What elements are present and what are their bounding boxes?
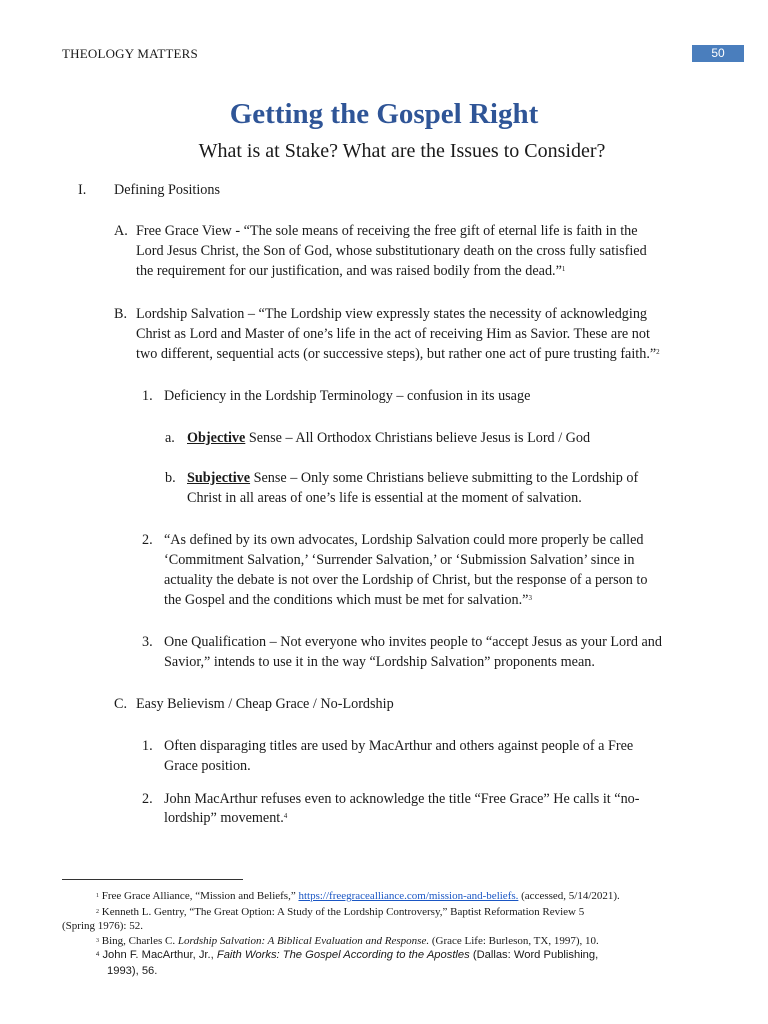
- footnote-ref: 1: [561, 265, 566, 273]
- footnote-separator: [62, 879, 243, 880]
- footnote-4-line: 1993), 56.: [107, 965, 158, 977]
- footnote-ref: 4: [283, 812, 288, 820]
- item-b2-line: the Gospel and the conditions which must be met for salvation.”$^3$: [164, 592, 532, 608]
- term-objective: Objective: [187, 430, 246, 446]
- footnote-1: $^1$ Free Grace Alliance, “Mission and Beliefs,” https://freegracealliance.com/mission-and-beliefs. (accessed, 5/14/2021).: [96, 890, 620, 902]
- item-c1-line: Grace position.: [164, 758, 251, 774]
- item-b-line: two different, sequential acts (or successive steps), but rather one act of pure trusting faith.”$^2$: [136, 346, 660, 362]
- item-b2-line: ‘Commitment Salvation,’ ‘Surrender Salvation,’ or ‘Submission Salvation’ since in: [164, 552, 635, 568]
- item-b1b-text: Subjective Sense – Only some Christians believe submitting to the Lordship of: [187, 470, 639, 486]
- item-b1a-marker: a.: [165, 430, 175, 446]
- item-b-line: Lordship Salvation – “The Lordship view expressly states the necessity of acknowledging: [136, 306, 648, 322]
- footnote-link[interactable]: https://freegracealliance.com/mission-and-beliefs.: [298, 890, 519, 902]
- item-c-marker: C.: [114, 696, 128, 712]
- term-subjective: Subjective: [187, 470, 251, 486]
- item-c1-line: Often disparaging titles are used by MacArthur and others against people of a Free: [164, 738, 634, 754]
- item-b2-line: “As defined by its own advocates, Lordship Salvation could more properly be called: [164, 532, 644, 548]
- item-b2-line: actuality the debate is not over the Lordship of Christ, but the response of a person to: [164, 572, 648, 588]
- item-a-line: Free Grace View - “The sole means of receiving the free gift of eternal life is faith in the: [136, 223, 638, 239]
- section-marker: I.: [78, 182, 87, 198]
- item-c2-line: John MacArthur refuses even to acknowledge the title “Free Grace” He calls it “no-: [164, 791, 640, 807]
- item-b-line: Christ as Lord and Master of one’s life in the act of receiving Him as Savior. These are not: [136, 326, 650, 342]
- item-b3-marker: 3.: [142, 634, 153, 650]
- footnote-2-line: (Spring 1976): 52.: [62, 920, 143, 932]
- section-heading: Defining Positions: [114, 182, 221, 198]
- item-b1-marker: 1.: [142, 388, 153, 404]
- item-a-line: the requirement for our justification, and was raised bodily from the dead.”$^1$: [136, 263, 566, 279]
- running-header: THEOLOGY MATTERS: [62, 46, 198, 61]
- footnote-ref: 2: [656, 348, 660, 356]
- item-c2-line: lordship” movement.$^4$: [164, 810, 288, 826]
- item-a-marker: A.: [114, 223, 128, 239]
- item-c-text: Easy Believism / Cheap Grace / No-Lordship: [136, 696, 394, 712]
- item-b1b-marker: b.: [165, 470, 176, 486]
- item-a-line: Lord Jesus Christ, the Son of God, whose substitutionary death on the cross fully satisfied: [136, 243, 647, 259]
- item-b1-text: Deficiency in the Lordship Terminology – confusion in its usage: [164, 388, 531, 404]
- page-number-badge: 50: [692, 45, 744, 62]
- item-b-marker: B.: [114, 306, 128, 322]
- item-b3-line: One Qualification – Not everyone who invites people to “accept Jesus as your Lord and: [164, 634, 662, 650]
- footnote-4: $^4$ John F. MacArthur, Jr., Faith Works: The Gospel According to the Apostles (Dallas: Word Publishing,: [96, 949, 599, 961]
- footnote-3: $^3$ Bing, Charles C. Lordship Salvation: A Biblical Evaluation and Response. (Grace Life: Burleson, TX, 1997), 10.: [96, 935, 599, 947]
- item-b1b-line: Christ in all areas of one’s life is essential at the moment of salvation.: [187, 490, 582, 506]
- footnote-ref: 3: [528, 594, 532, 602]
- document-subtitle: What is at Stake? What are the Issues to Consider?: [198, 140, 606, 162]
- document-title: Getting the Gospel Right: [229, 98, 539, 130]
- item-b2-marker: 2.: [142, 532, 153, 548]
- item-b1a-text: Objective Sense – All Orthodox Christians believe Jesus is Lord / God: [187, 430, 591, 446]
- footnote-2: $^2$ Kenneth L. Gentry, “The Great Option: A Study of the Lordship Controversy,” Baptist Reformation Review 5: [96, 906, 585, 918]
- item-c1-marker: 1.: [142, 738, 153, 754]
- item-b3-line: Savior,” intends to use it in the way “Lordship Salvation” proponents mean.: [164, 654, 595, 670]
- item-c2-marker: 2.: [142, 791, 153, 807]
